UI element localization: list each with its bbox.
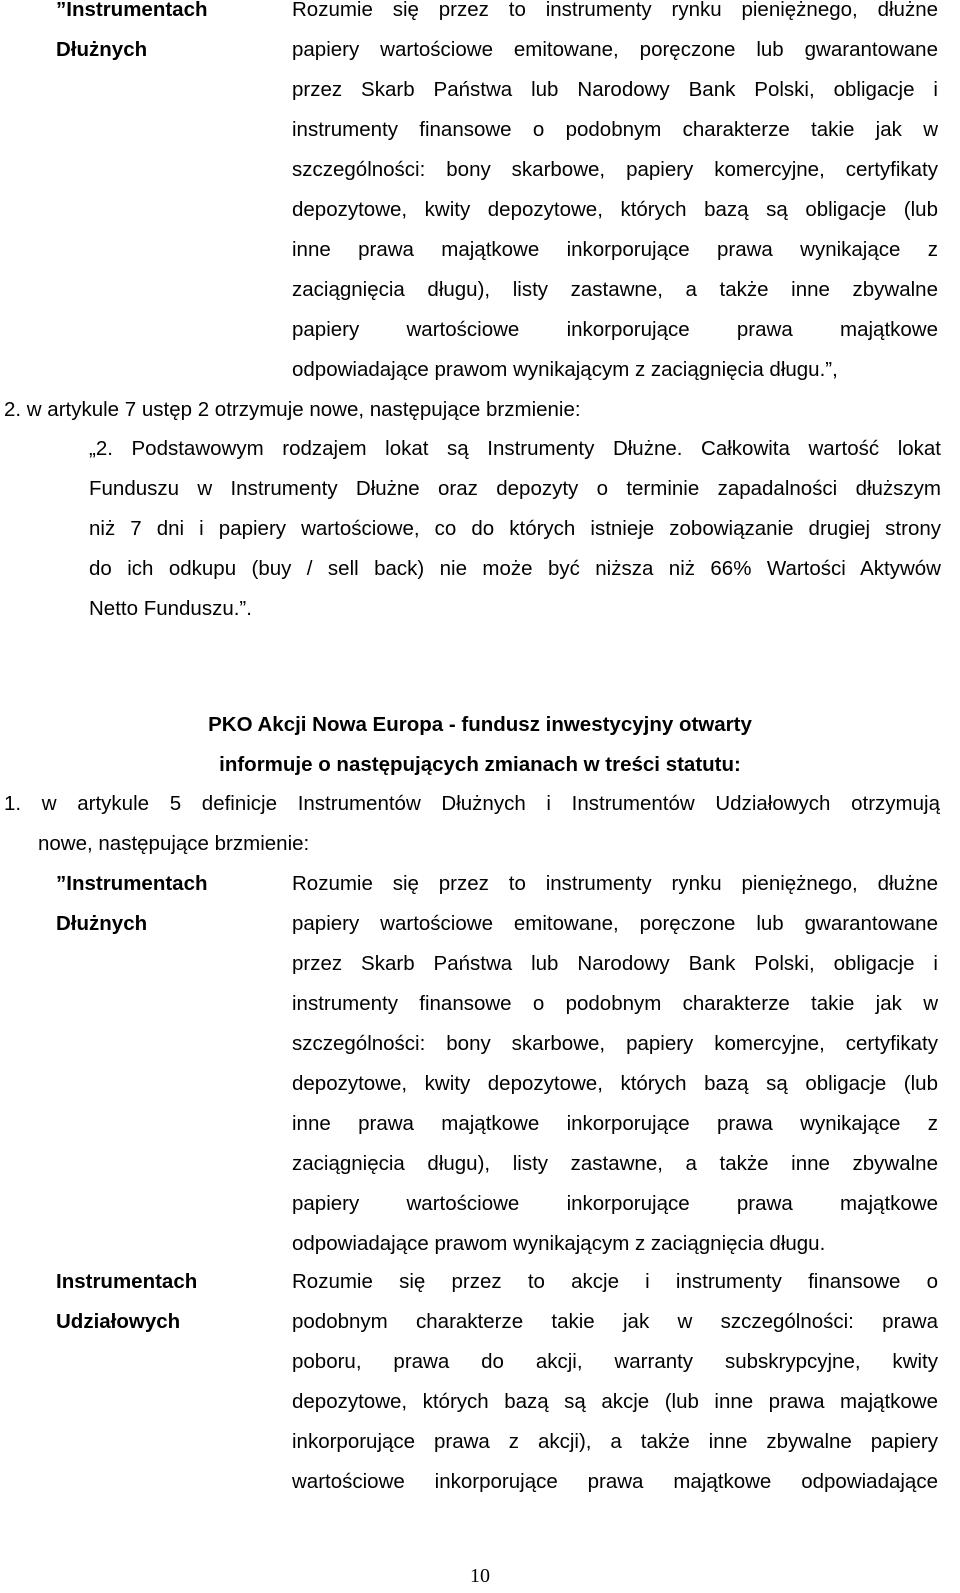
text-line: szczególności: bony skarbowe, papiery komercyjne, certyfikaty	[292, 158, 938, 181]
text-line: Netto Funduszu.”.	[89, 597, 252, 620]
text-line: papiery wartościowe emitowane, poręczone lub gwarantowane	[292, 912, 938, 935]
text-line: Funduszu w Instrumenty Dłużne oraz depozyty o terminie zapadalności dłuższym	[89, 477, 941, 500]
text-line: do ich odkupu (buy / sell back) nie może być niższa niż 66% Wartości Aktywów	[89, 557, 941, 580]
text-line: odpowiadające prawom wynikającym z zaciągnięcia długu.	[292, 1232, 826, 1255]
page-number: 10	[470, 1565, 490, 1587]
definition-term-dluzne-top-line1: ”Instrumentach	[56, 0, 208, 21]
text-line: inne prawa majątkowe inkorporujące prawa wynikające z	[292, 1112, 938, 1135]
definition-term-dluzne-line1: ”Instrumentach	[56, 872, 208, 895]
text-line: niż 7 dni i papiery wartościowe, co do których istnieje zobowiązanie drugiej strony	[89, 517, 941, 540]
text-line: depozytowe, kwity depozytowe, których bazą są obligacje (lub	[292, 198, 938, 221]
text-line: odpowiadające prawom wynikającym z zaciągnięcia długu.”,	[292, 358, 838, 381]
amendment-item-1: 1. w artykule 5 definicje Instrumentów Dłużnych i Instrumentów Udziałowych otrzymują	[4, 792, 940, 815]
definition-body-udzialowe	[292, 1262, 938, 1502]
text-line: papiery wartościowe inkorporujące prawa majątkowe	[292, 1192, 938, 1215]
amendment-item-2: 2. w artykule 7 ustęp 2 otrzymuje nowe, następujące brzmienie:	[4, 398, 581, 421]
text-line: depozytowe, kwity depozytowe, których bazą są obligacje (lub	[292, 1072, 938, 1095]
amendment-quote-2	[89, 429, 941, 629]
text-line: podobnym charakterze takie jak w szczególności: prawa	[292, 1310, 938, 1333]
text-line: depozytowe, których bazą są akcje (lub inne prawa majątkowe	[292, 1390, 938, 1413]
definition-body-dluzne-top	[292, 0, 938, 390]
definition-term-udzialowe-line1: Instrumentach	[56, 1270, 198, 1293]
text-line: Rozumie się przez to instrumenty rynku pieniężnego, dłużne	[292, 872, 938, 895]
text-line: instrumenty finansowe o podobnym charakterze takie jak w	[292, 992, 938, 1015]
text-line: papiery wartościowe emitowane, poręczone lub gwarantowane	[292, 38, 938, 61]
text-line: „2. Podstawowym rodzajem lokat są Instrumenty Dłużne. Całkowita wartość lokat	[89, 437, 941, 460]
text-line: poboru, prawa do akcji, warranty subskrypcyjne, kwity	[292, 1350, 938, 1373]
text-line: wartościowe inkorporujące prawa majątkowe odpowiadające	[292, 1470, 938, 1493]
text-line: przez Skarb Państwa lub Narodowy Bank Polski, obligacje i	[292, 952, 938, 975]
fund-heading-line1: PKO Akcji Nowa Europa - fundusz inwestycyjny otwarty	[208, 713, 752, 736]
text-line: inkorporujące prawa z akcji), a także inne zbywalne papiery	[292, 1430, 938, 1453]
definition-term-dluzne-top-line2: Dłużnych	[56, 38, 148, 61]
definition-term-dluzne-line2: Dłużnych	[56, 912, 148, 935]
text-line: zaciągnięcia długu), listy zastawne, a także inne zbywalne	[292, 1152, 938, 1175]
text-line: szczególności: bony skarbowe, papiery komercyjne, certyfikaty	[292, 1032, 938, 1055]
text-line: zaciągnięcia długu), listy zastawne, a także inne zbywalne	[292, 278, 938, 301]
text-line: Rozumie się przez to akcje i instrumenty finansowe o	[292, 1270, 938, 1293]
text-line: instrumenty finansowe o podobnym charakterze takie jak w	[292, 118, 938, 141]
text-line: papiery wartościowe inkorporujące prawa majątkowe	[292, 318, 938, 341]
definition-term-udzialowe-line2: Udziałowych	[56, 1310, 181, 1333]
text-line: przez Skarb Państwa lub Narodowy Bank Polski, obligacje i	[292, 78, 938, 101]
text-line: inne prawa majątkowe inkorporujące prawa wynikające z	[292, 238, 938, 261]
fund-heading-line2: informuje o następujących zmianach w treści statutu:	[219, 753, 741, 776]
definition-body-dluzne	[292, 864, 938, 1264]
text-line: Rozumie się przez to instrumenty rynku pieniężnego, dłużne	[292, 0, 938, 21]
amendment-item-1-cont: nowe, następujące brzmienie:	[38, 832, 310, 855]
